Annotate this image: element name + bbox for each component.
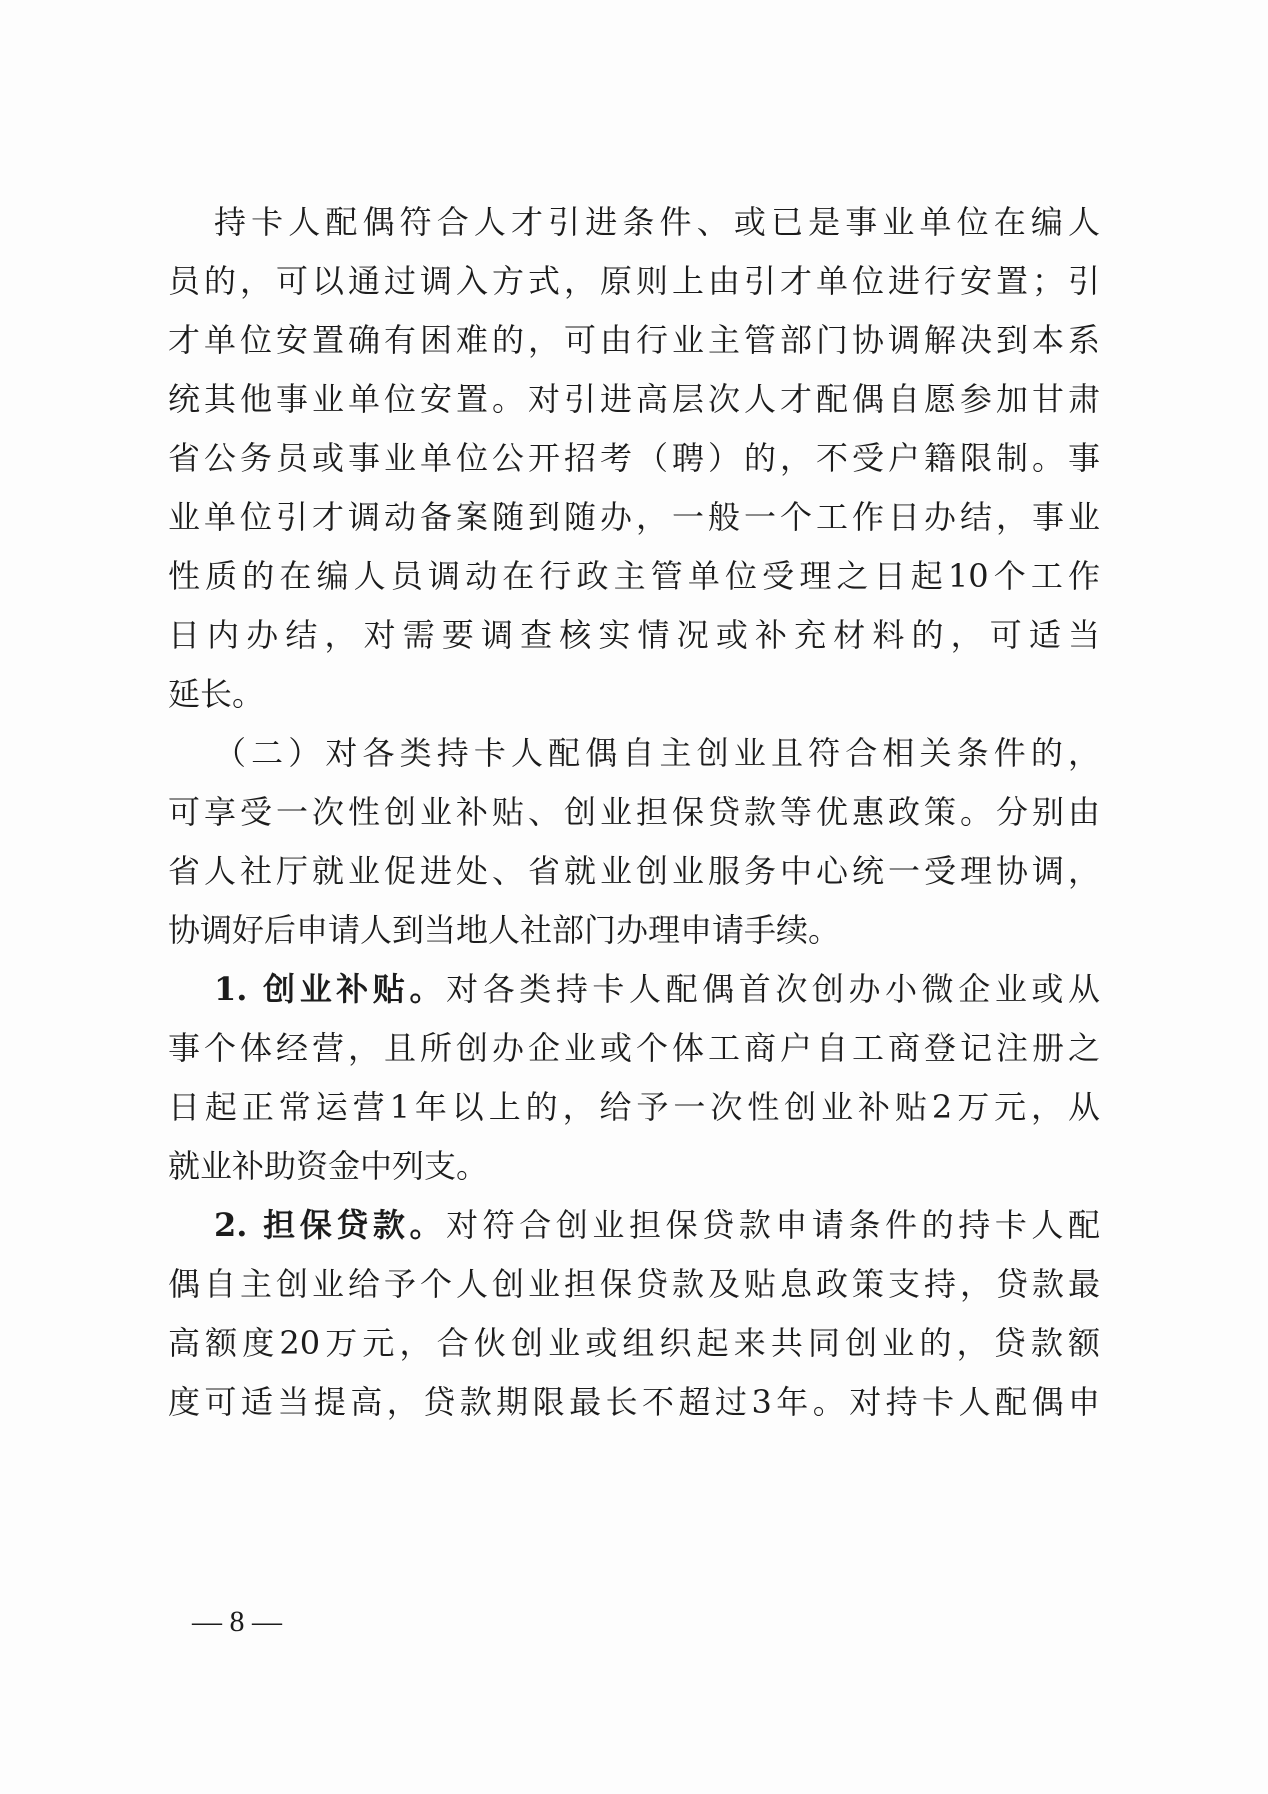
paragraph-3-line-1 bbox=[214, 969, 1100, 1009]
paragraph-2-line-3: 省人社厅就业促进处、省就业创业服务中心统一受理协调， bbox=[168, 852, 1100, 890]
paragraph-1-line-6: 业单位引才调动备案随到随办，一般一个工作日办结，事业 bbox=[168, 498, 1100, 536]
paragraph-1-line-2: 员的，可以通过调入方式，原则上由引才单位进行安置；引 bbox=[168, 262, 1100, 300]
paragraph-3-heading: 1. 创业补贴。 bbox=[214, 970, 447, 1008]
paragraph-1-line-3: 才单位安置确有困难的，可由行业主管部门协调解决到本系 bbox=[168, 321, 1100, 359]
paragraph-1-line-5: 省公务员或事业单位公开招考（聘）的，不受户籍限制。事 bbox=[168, 439, 1100, 477]
paragraph-4-heading: 2. 担保贷款。 bbox=[214, 1206, 447, 1244]
paragraph-3-line-3: 日起正常运营1年以上的，给予一次性创业补贴2万元，从 bbox=[168, 1088, 1100, 1126]
paragraph-1-line-1: 持卡人配偶符合人才引进条件、或已是事业单位在编人 bbox=[214, 203, 1100, 241]
paragraph-1-line-4: 统其他事业单位安置。对引进高层次人才配偶自愿参加甘肃 bbox=[168, 380, 1100, 418]
paragraph-1-line-7: 性质的在编人员调动在行政主管单位受理之日起10个工作 bbox=[168, 557, 1100, 595]
paragraph-2-line-1: （二）对各类持卡人配偶自主创业且符合相关条件的， bbox=[214, 734, 1100, 772]
paragraph-4-line-2: 偶自主创业给予个人创业担保贷款及贴息政策支持，贷款最 bbox=[168, 1265, 1100, 1303]
paragraph-3-first-line-text: 对各类持卡人配偶首次创办小微企业或从 bbox=[446, 970, 1100, 1008]
paragraph-2-line-4: 协调好后申请人到当地人社部门办理申请手续。 bbox=[168, 911, 841, 949]
paragraph-4-line-4: 度可适当提高，贷款期限最长不超过3年。对持卡人配偶申 bbox=[168, 1383, 1100, 1421]
paragraph-4-first-line-text: 对符合创业担保贷款申请条件的持卡人配 bbox=[446, 1206, 1100, 1244]
paragraph-4-line-3: 高额度20万元，合伙创业或组织起来共同创业的，贷款额 bbox=[168, 1324, 1100, 1362]
paragraph-2-line-2: 可享受一次性创业补贴、创业担保贷款等优惠政策。分别由 bbox=[168, 793, 1100, 831]
paragraph-1-line-9: 延长。 bbox=[168, 675, 265, 713]
paragraph-3-line-2: 事个体经营，且所创办企业或个体工商户自工商登记注册之 bbox=[168, 1029, 1100, 1067]
page-number: — 8 — bbox=[192, 1605, 282, 1638]
paragraph-1-line-8: 日内办结，对需要调查核实情况或补充材料的，可适当 bbox=[168, 616, 1100, 654]
paragraph-3-line-4: 就业补助资金中列支。 bbox=[168, 1147, 489, 1185]
paragraph-4-line-1 bbox=[214, 1205, 1100, 1245]
